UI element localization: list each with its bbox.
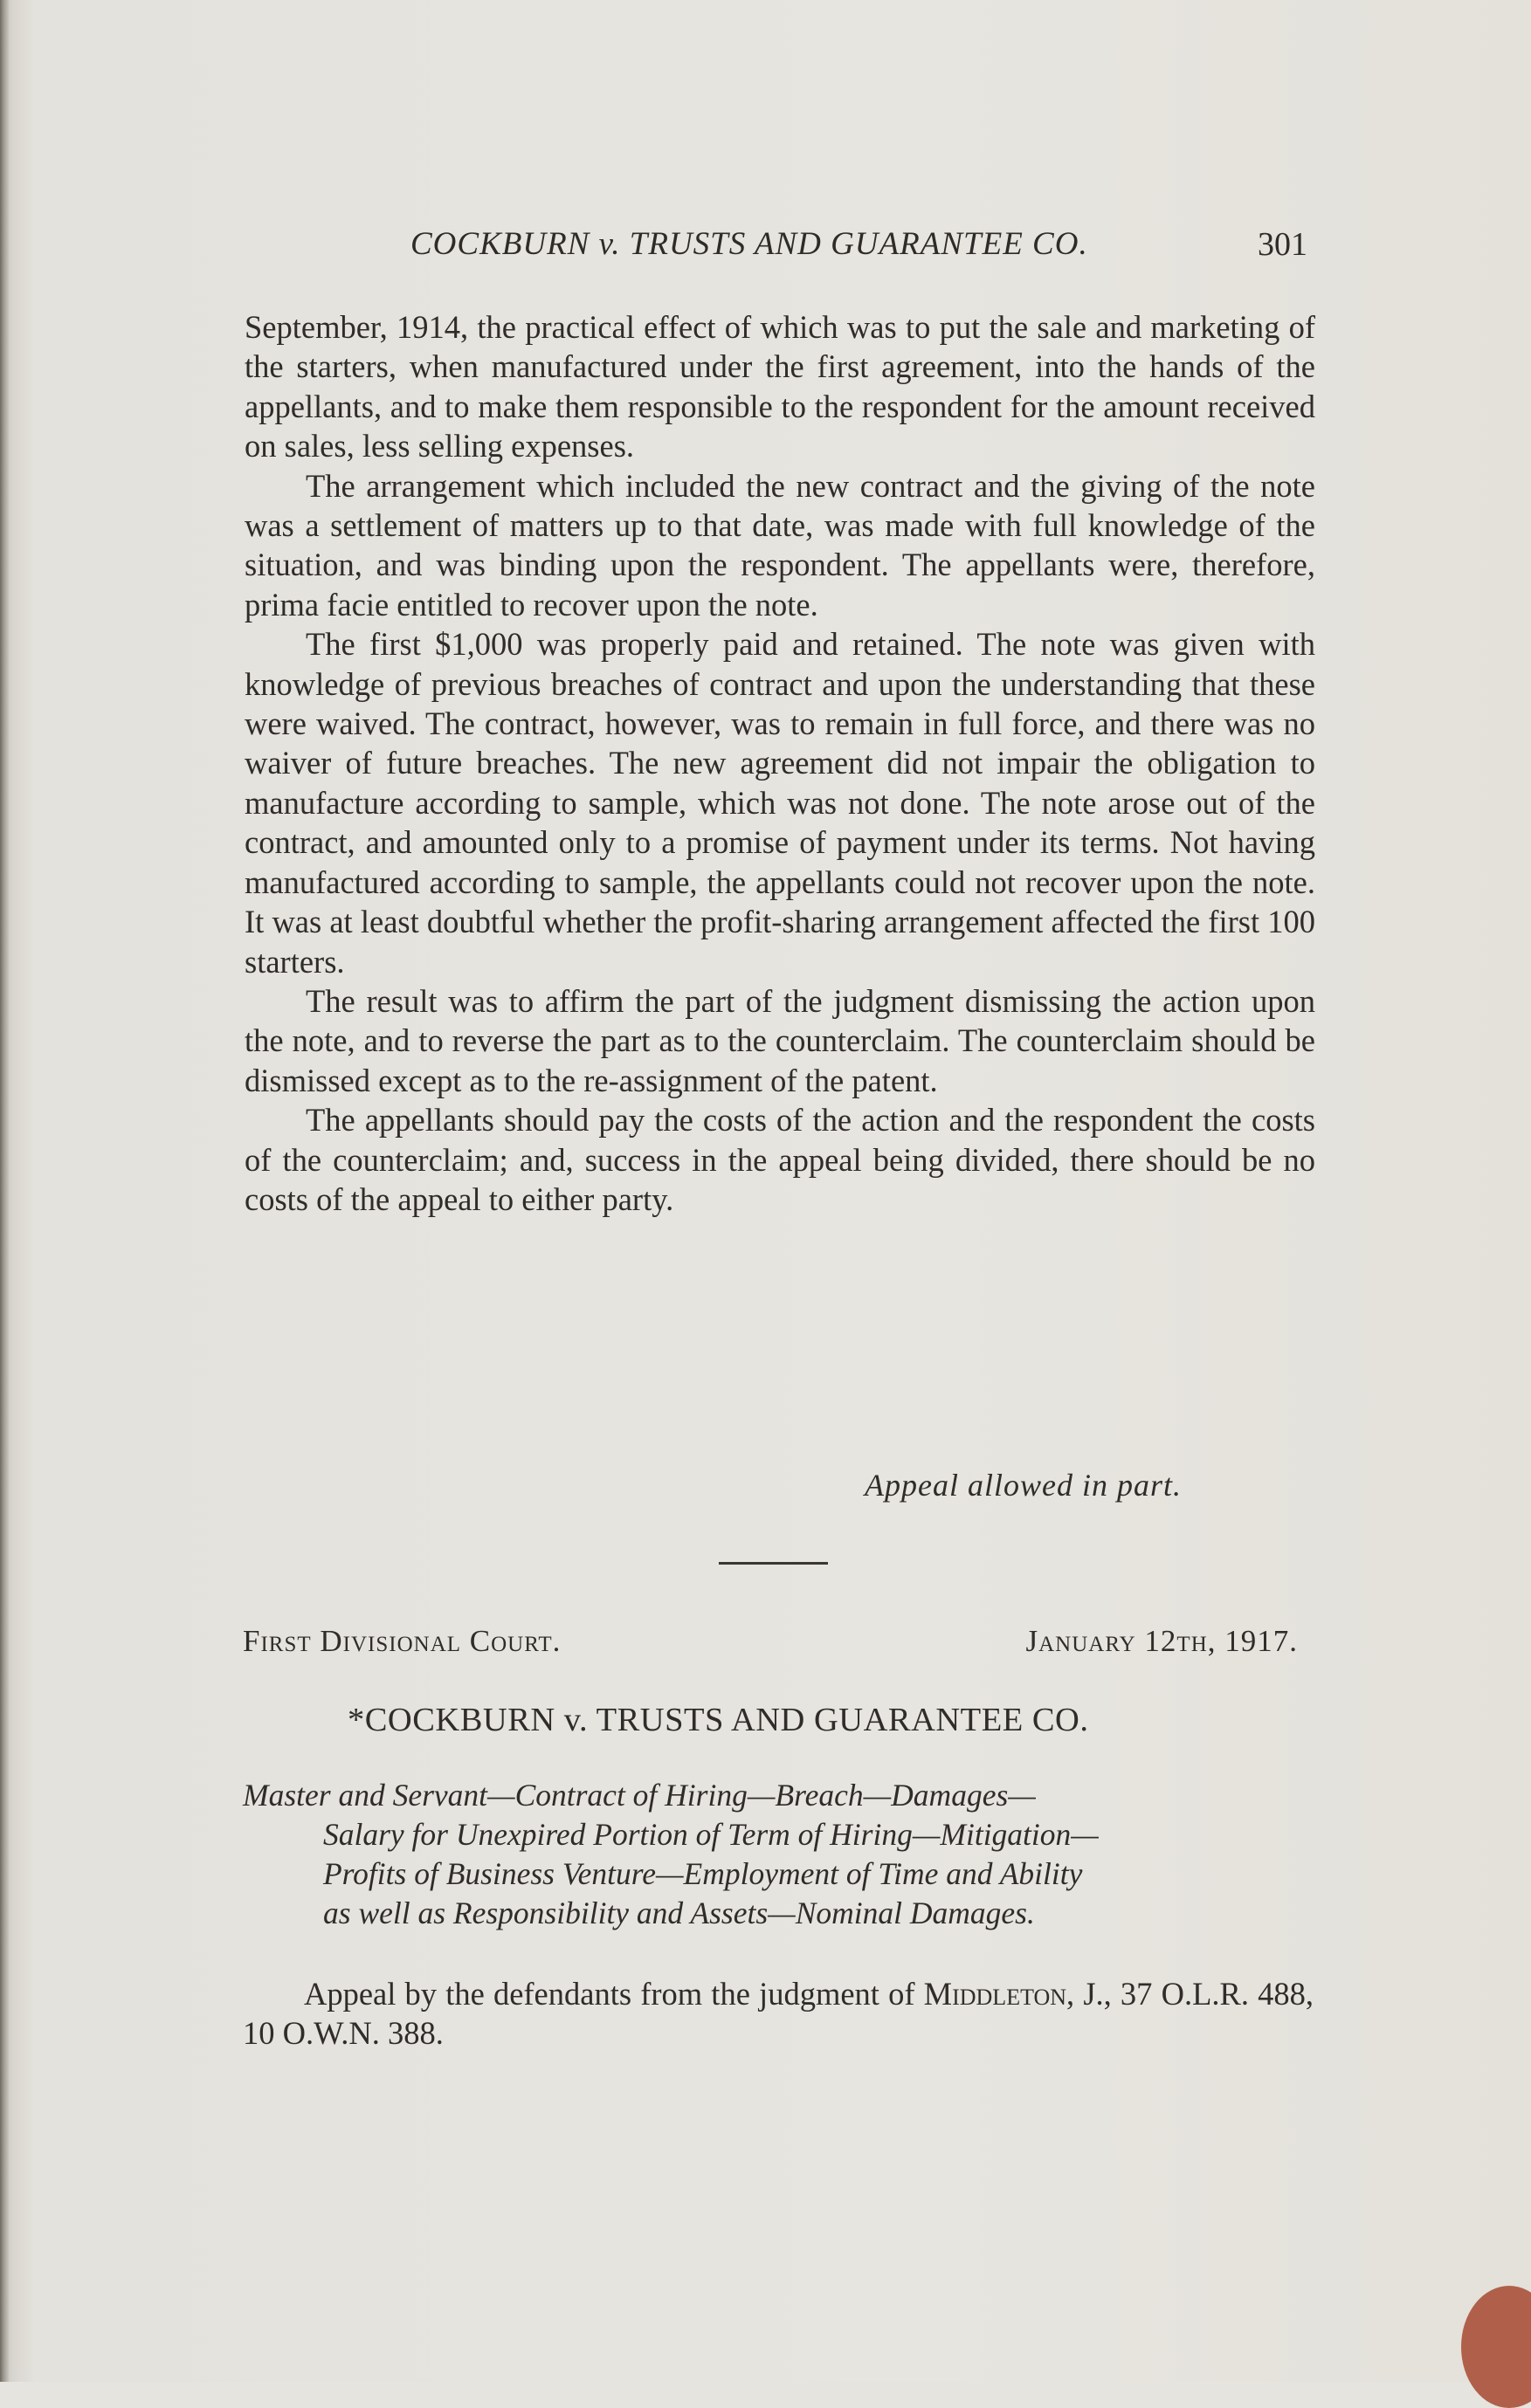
paragraph: The arrangement which included the new contract and the giving of the note was a settlement of matters up to that date, was made with full knowledge of the situation, and was binding upon the respondent. The appellants were, therefore, prima facie entitled to recover upon the note. (245, 467, 1315, 623)
court-name: First Divisional Court. (243, 1624, 562, 1658)
headnote-line: as well as Responsibility and Assets—Nominal Damages. (323, 1895, 1035, 1930)
judgment-date: January 12th, 1917. (1025, 1624, 1298, 1658)
paragraph: The first $1,000 was properly paid and retained. The note was given with knowledge of previous breaches of contract and upon the understanding that these were waived. The contract, however, was to remain in full force, and there was no waiver of future breaches. The new agreement did not impair the obligation to manufacture according to sample, which was not done. The note arose out of the contract, and amounted only to a promise of payment under its terms. Not having manufactured according to sample, the appellants could not recover upon the note. It was at least doubtful whether the profit-sharing arrangement affected the first 100 starters. (245, 626, 1315, 980)
headnote-line: Master and Servant—Contract of Hiring—Breach—Damages— (243, 1778, 1036, 1813)
page-number: 301 (1258, 226, 1307, 263)
appeal-prefix: Appeal by the defendants from the judgment of (304, 1976, 924, 2012)
page-binding-edge (0, 0, 9, 2382)
case-title: *COCKBURN v. TRUSTS AND GUARANTEE CO. (348, 1702, 1089, 1738)
paragraph: The appellants should pay the costs of the action and the respondent the costs of the counterclaim; and, success in the appeal being divided, there should be no costs of the appeal to either party. (245, 1102, 1315, 1217)
paragraph (243, 1974, 1314, 2053)
paragraph: September, 1914, the practical effect of which was to put the sale and marketing of the starters, when manufactured under the first agreement, into the hands of the appellants, and to make them responsible to the respondent for the amount received on sales, less selling expenses. (245, 309, 1315, 464)
judgment-text (245, 307, 1315, 1219)
section-divider (719, 1562, 828, 1565)
headnote-line: Profits of Business Venture—Employment of Time and Ability (323, 1856, 1083, 1891)
running-head: COCKBURN v. TRUSTS AND GUARANTEE CO. (410, 226, 1088, 262)
appeal-suffix: , J., 37 O.L.R. 488, 10 O.W.N. 388. (243, 1976, 1314, 2051)
disposition: Appeal allowed in part. (865, 1468, 1182, 1503)
headnote-line: Salary for Unexpired Portion of Term of Hiring—Mitigation— (323, 1817, 1099, 1852)
corner-stain (1461, 2286, 1531, 2408)
appeal-statement (243, 1974, 1314, 2053)
paragraph: The result was to affirm the part of the judgment dismissing the action upon the note, and to reverse the part as to the counterclaim. The counterclaim should be dismissed except as to the re-assignment of the patent. (245, 982, 1315, 1098)
judge-name: Middleton (923, 1976, 1067, 2012)
headnote (243, 1776, 1304, 1933)
